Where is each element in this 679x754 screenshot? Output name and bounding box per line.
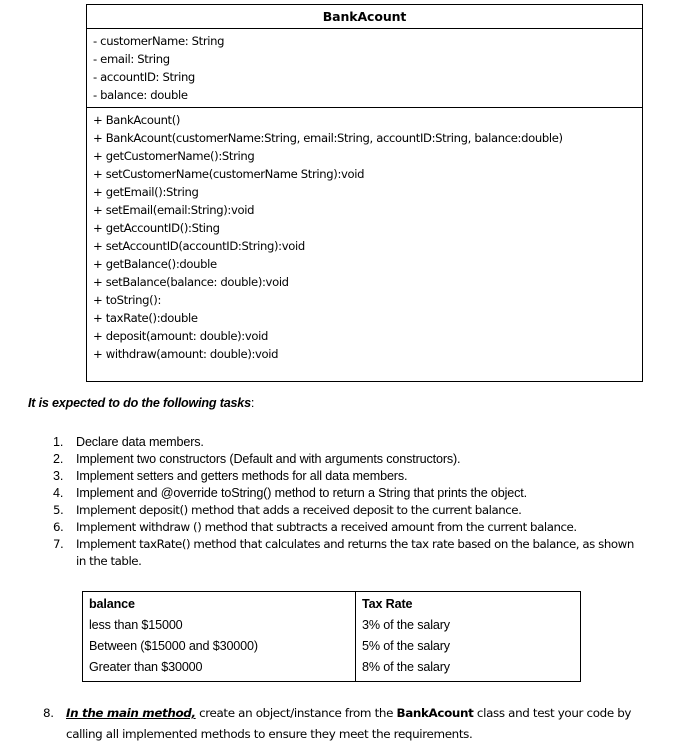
cell-tax-rate: 3% of the salary <box>362 618 450 632</box>
uml-attributes-section <box>87 29 642 108</box>
task-number: 7. <box>53 537 64 551</box>
task-number: 4. <box>53 486 64 500</box>
uml-method-row: + setCustomerName(customerName String):void <box>93 167 365 181</box>
uml-method-row: + BankAcount() <box>93 113 181 127</box>
uml-attribute-row: - email: String <box>93 52 170 66</box>
task-text: Declare data members. <box>76 435 204 449</box>
table-header-row <box>83 592 581 616</box>
task-item <box>44 502 644 519</box>
final-task-part1: create an object/instance from the <box>195 706 397 720</box>
column-header-tax-rate: Tax Rate <box>362 597 413 611</box>
uml-attribute-row: - accountID: String <box>93 70 195 84</box>
uml-method-row: + toString(): <box>93 293 162 307</box>
task-text: Implement deposit() method that adds a received deposit to the current balance. <box>76 503 522 517</box>
uml-method-row: + getEmail():String <box>93 185 199 199</box>
tax-rate-table <box>82 591 581 682</box>
task-item <box>44 468 644 485</box>
uml-method-row: + BankAcount(customerName:String, email:String, accountID:String, balance:double) <box>93 131 563 145</box>
task-number: 2. <box>53 452 64 466</box>
task-item <box>44 519 644 536</box>
uml-method-row: + setBalance(balance: double):void <box>93 275 289 289</box>
uml-method-row: + getAccountID():Sting <box>93 221 220 235</box>
table-row <box>83 657 581 682</box>
uml-method-row: + getBalance():double <box>93 257 217 271</box>
uml-method-row: + withdraw(amount: double):void <box>93 347 279 361</box>
cell-balance: Greater than $30000 <box>83 657 356 682</box>
task-text: Implement and @override toString() method to return a String that prints the object. <box>76 486 527 500</box>
task-item <box>44 485 644 502</box>
cell-tax-rate: 8% of the salary <box>362 660 450 674</box>
uml-attribute-row: - balance: double <box>93 88 188 102</box>
uml-method-row: + setEmail(email:String):void <box>93 203 255 217</box>
task-text: Implement withdraw () method that subtracts a received amount from the current balance. <box>76 520 577 534</box>
task-number: 5. <box>53 503 64 517</box>
task-text: Implement setters and getters methods for all data members. <box>76 469 408 483</box>
table-row <box>83 615 581 636</box>
column-header-balance: balance <box>83 592 356 616</box>
task-item <box>44 434 644 451</box>
expectation-heading-emphasis: It is expected to do the following tasks <box>28 396 251 410</box>
final-task-part2: class and test your code by calling all implemented methods to ensure they meet the requirements. <box>66 706 632 741</box>
task-item <box>44 536 644 570</box>
expectation-heading <box>28 396 254 410</box>
final-task-item <box>36 703 651 745</box>
final-task-class-name: BankAcount <box>396 706 474 720</box>
table-row <box>83 636 581 657</box>
expectation-heading-colon: : <box>250 396 255 410</box>
cell-balance: less than $15000 <box>83 615 356 636</box>
task-number: 3. <box>53 469 64 483</box>
uml-class-name: BankAcount <box>87 5 642 29</box>
task-text: Implement two constructors (Default and with arguments constructors). <box>76 452 461 466</box>
uml-methods-section <box>87 108 642 381</box>
task-number: 8. <box>43 706 54 720</box>
cell-balance: Between ($15000 and $30000) <box>83 636 356 657</box>
task-list <box>44 434 644 570</box>
uml-method-row: + setAccountID(accountID:String):void <box>93 239 305 253</box>
uml-method-row: + getCustomerName():String <box>93 149 255 163</box>
task-text: Implement taxRate() method that calculates and returns the tax rate based on the balance, as shown in the table. <box>76 537 634 568</box>
final-task-emphasis: In the main method, <box>66 706 196 720</box>
task-number: 1. <box>53 435 64 449</box>
task-number: 6. <box>53 520 64 534</box>
uml-method-row: + taxRate():double <box>93 311 198 325</box>
cell-tax-rate: 5% of the salary <box>362 639 450 653</box>
uml-class-box <box>86 4 643 382</box>
uml-attribute-row: - customerName: String <box>93 34 225 48</box>
uml-method-row: + deposit(amount: double):void <box>93 329 268 343</box>
task-item <box>44 451 644 468</box>
task-text <box>66 703 651 745</box>
